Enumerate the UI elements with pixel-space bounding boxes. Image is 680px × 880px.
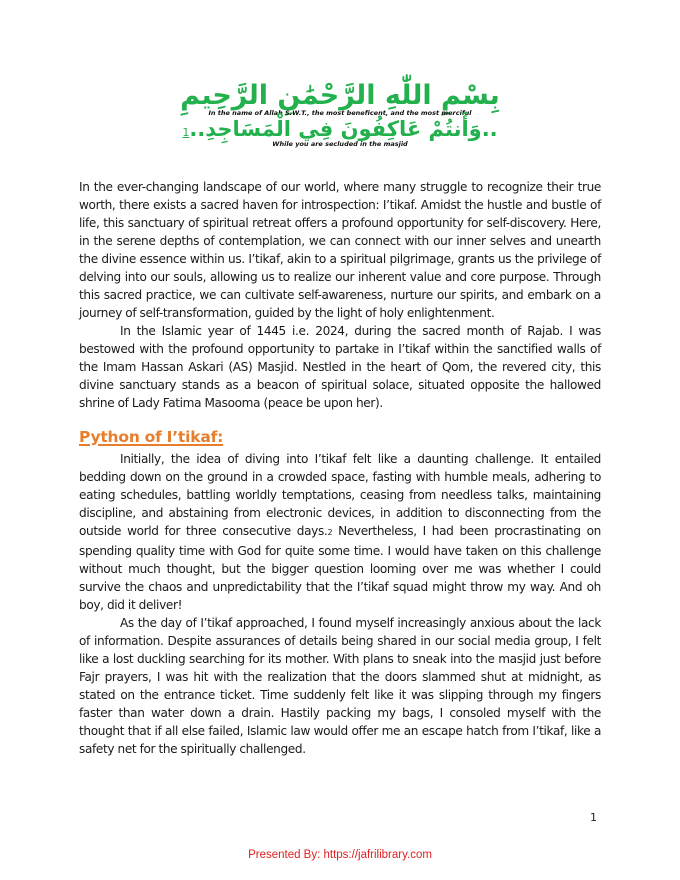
bismillah-translation: In the name of Allah S.W.T., the most beneficent, and the most merciful xyxy=(208,109,472,117)
challenge-paragraph-text-b: Nevertheless, I had been procrastinating on spending quality time with God for quite some time. I would have taken on this challenge without much thought, but the bigger question looming over me was whether I could survive the chaos and unpredictability that the I’tikaf squad might throw my way. And oh boy, did it deliver! xyxy=(79,524,601,612)
title-block xyxy=(0,82,680,148)
approach-paragraph: As the day of I’tikaf approached, I found myself increasingly anxious about the lack of information. Despite assurances of details being shared in our social media group, I felt like a lost duckling searching for its mother. With plans to sneak into the masjid just before Fajr prayers, I was hit with the realization that the doors slammed shut at midnight, as stated on the entrance ticket. Time suddenly felt like it was slipping through my fingers faster than water down a drain. Hastily packing my bags, I consoled myself with the thought that if all else failed, Islamic law would offer me an escape hatch from I’tikaf, like a safety net for the spiritually challenged. xyxy=(79,616,601,756)
footnote-ref-1[interactable]: 1 xyxy=(182,126,190,140)
intro-paragraph: In the ever-changing landscape of our world, where many struggle to recognize their true worth, there exists a sacred haven for introspection: I’tikaf. Amidst the hustle and bustle of life, this sanctuary of spiritual retreat offers a profound opportunity for self-discovery. Here, in the serene depths of contemplation, we can connect with our inner selves and unearth the divine essence within us. I’tikaf, akin to a spiritual pilgrimage, grants us the privilege of delving into our souls, allowing us to realize our inherent value and core purpose. Through this sacred practice, we can cultivate self-awareness, nurture our spirits, and embark on a journey of self-transformation, guided by the light of holy enlightenment. xyxy=(79,180,601,320)
footnote-ref-2[interactable]: 2 xyxy=(327,528,333,537)
verse-arabic-text: ..وَأَنتُمْ عَاكِفُونَ فِي الْمَسَاجِدِ.. xyxy=(189,117,498,142)
section-heading: Python of I’tikaf: xyxy=(79,428,224,446)
challenge-paragraph xyxy=(79,450,601,614)
body-text xyxy=(79,178,601,758)
bismillah-arabic: بِسْمِ اللّٰهِ الرَّحْمَٰنِ الرَّحِيمِ xyxy=(180,80,500,111)
challenge-paragraph-text-a: Initially, the idea of diving into I’tikaf felt like a daunting challenge. It entailed bedding down on the ground in a crowded space, fasting with humble meals, adhering to eating schedules, battling worldly temptations, ceasing from needless talks, maintaining discipline, and abstaining from electronic devices, in addition to disconnecting from the outside world for three consecutive days. xyxy=(79,452,601,538)
page-number: 1 xyxy=(590,811,597,824)
quran-verse xyxy=(0,119,680,140)
verse-translation: While you are secluded in the masjid xyxy=(272,140,408,149)
presented-by-link[interactable]: Presented By: https://jafrilibrary.com xyxy=(248,849,432,861)
rajab-paragraph: In the Islamic year of 1445 i.e. 2024, during the sacred month of Rajab. I was bestowed with the profound opportunity to partake in I’tikaf within the sanctified walls of the Imam Hassan Askari (AS) Masjid. Nestled in the heart of Qom, the revered city, this divine sanctuary stands as a beacon of spiritual solace, situated opposite the hallowed shrine of Lady Fatima Masooma (peace be upon her). xyxy=(79,324,601,410)
